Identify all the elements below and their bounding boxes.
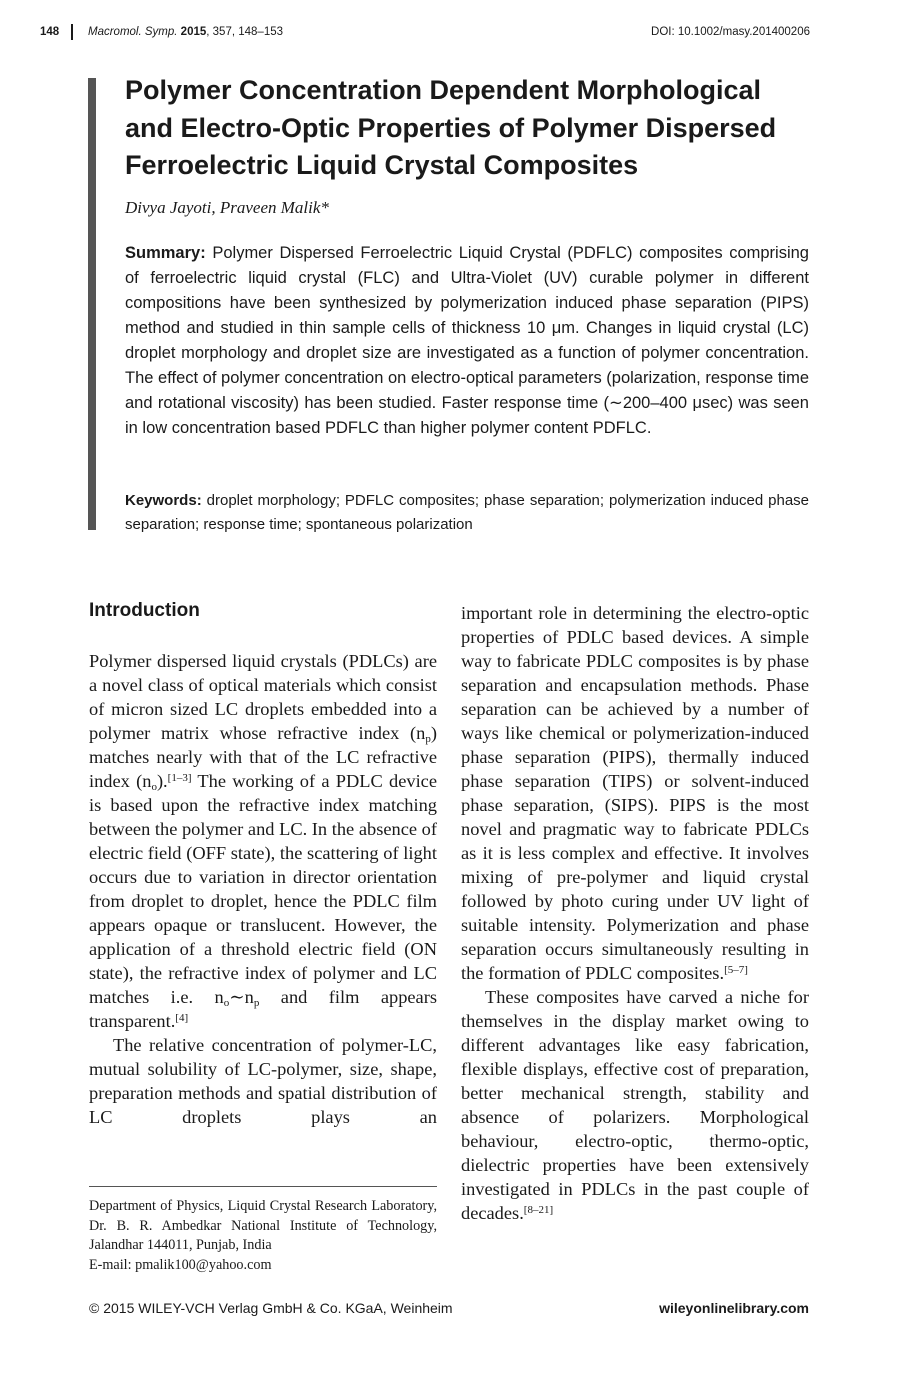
intro-paragraph-1: Polymer dispersed liquid crystals (PDLCs) are a novel class of optical materials which consist of micron sized LC droplets embedded into a polymer matrix whose refractive index $(n_p)$ matches nearly with that of the LC refractive index $(n_o).[1-3]$ The working of a PDLC device is based upon the refractive index matching between the polymer and LC. In the absence of electric field (OFF state), the scattering of light occurs due to variation in director orientation from droplet to droplet, hence the PDLC film appears opaque or translucent. However, the application of a threshold electric field (ON state), the refractive index of polymer and LC matches i.e. $n_o\sim n_p$ and film appears transparent.[4]: [89, 651, 438, 1031]
citation: [4]: [175, 1012, 189, 1024]
copyright: © 2015 WILEY-VCH Verlag GmbH & Co. KGaA, Weinheim: [89, 1300, 453, 1316]
intro-paragraph-3: These composites have carved a niche for themselves in the display market owing to different advantages like easy fabrication, flexible displays, effective cost of preparation, better mechanical strength, stability and absence of polarizers. Morphological behaviour, electro-optic, thermo-optic, dielectric properties have been extensively investigated in PDLCs in the past couple of decades.[8–21]: [461, 987, 809, 1223]
contact-email: E-mail: pmalik100@yahoo.com: [89, 1256, 272, 1273]
body-column-right: [461, 601, 809, 1225]
summary-text: Polymer Dispersed Ferroelectric Liquid Crystal (PDFLC) composites comprising of ferroelectric liquid crystal (FLC) and Ultra-Violet (UV) curable polymer in different compositions have been synthesized by polymerization induced phase separation (PIPS) method and studied in thin sample cells of thickness 10 μm. Changes in liquid crystal (LC) droplet morphology and droplet size are investigated as a function of polymer concentration. The effect of polymer concentration on electro-optical parameters (polarization, response time and rotational viscosity) has been studied. Faster response time (∼200–400 μsec) was seen in low concentration based PDFLC than higher polymer content PDFLC.: [125, 244, 809, 437]
page-number: 148: [40, 26, 60, 38]
affiliation-footnote: [89, 1197, 437, 1275]
citation: [5–7]: [724, 964, 748, 976]
abstract-summary: [125, 241, 809, 441]
page-number-divider: [71, 24, 73, 40]
summary-label: Summary:: [125, 244, 206, 262]
keywords: [125, 489, 809, 537]
citation: [8–21]: [523, 1204, 554, 1216]
journal-year: 2015: [180, 26, 207, 38]
abstract-side-bar: [88, 78, 96, 530]
affiliation: Department of Physics, Liquid Crystal Research Laboratory, Dr. B. R. Ambedkar National Institute of Technology, Jalandhar 144011, Punjab, India: [89, 1198, 437, 1253]
intro-paragraph-2-continued: important role in determining the electro-optic properties of PDLC based devices. A simple way to fabricate PDLC composites is by phase separation and encapsulation methods. Phase separation can be achieved by a number of ways like chemical or polymerization-induced phase separation (PIPS), thermally induced phase separation (TIPS) or solvent-induced phase separation, (SIPS). PIPS is the most novel and pragmatic way to fabricate PDLCs as it is less complex and effective. It involves mixing of pre-polymer and liquid crystal followed by photo curing under UV light of suitable intensity. Polymerization and phase separation occurs simultaneously resulting in the formation of PDLC composites.[5–7]: [461, 603, 809, 983]
journal-name: Macromol. Symp.: [88, 26, 178, 38]
authors: Divya Jayoti, Praveen Malik*: [125, 198, 329, 217]
intro-paragraph-2-start: The relative concentration of polymer-LC, mutual solubility of LC-polymer, size, shape, preparation methods and spatial distribution of LC droplets plays an: [89, 1035, 437, 1127]
article-title: Polymer Concentration Dependent Morphological and Electro-Optic Properties of Polymer Dispersed Ferroelectric Liquid Crystal Composites: [125, 75, 777, 180]
keywords-text: droplet morphology; PDFLC composites; phase separation; polymerization induced phase separation; response time; spontaneous polarization: [125, 492, 809, 533]
body-column-left: [89, 649, 437, 1129]
keywords-label: Keywords:: [125, 492, 202, 509]
doi: DOI: 10.1002/masy.201400206: [651, 26, 810, 38]
section-heading-introduction: Introduction: [89, 600, 200, 621]
journal-citation: [88, 26, 283, 38]
journal-volume-pages: , 357, 148–153: [206, 26, 284, 38]
page-header: [40, 26, 810, 44]
citation: [1–3]: [167, 772, 192, 784]
publisher-website: wileyonlinelibrary.com: [659, 1300, 809, 1316]
footnote-divider: [89, 1186, 437, 1187]
